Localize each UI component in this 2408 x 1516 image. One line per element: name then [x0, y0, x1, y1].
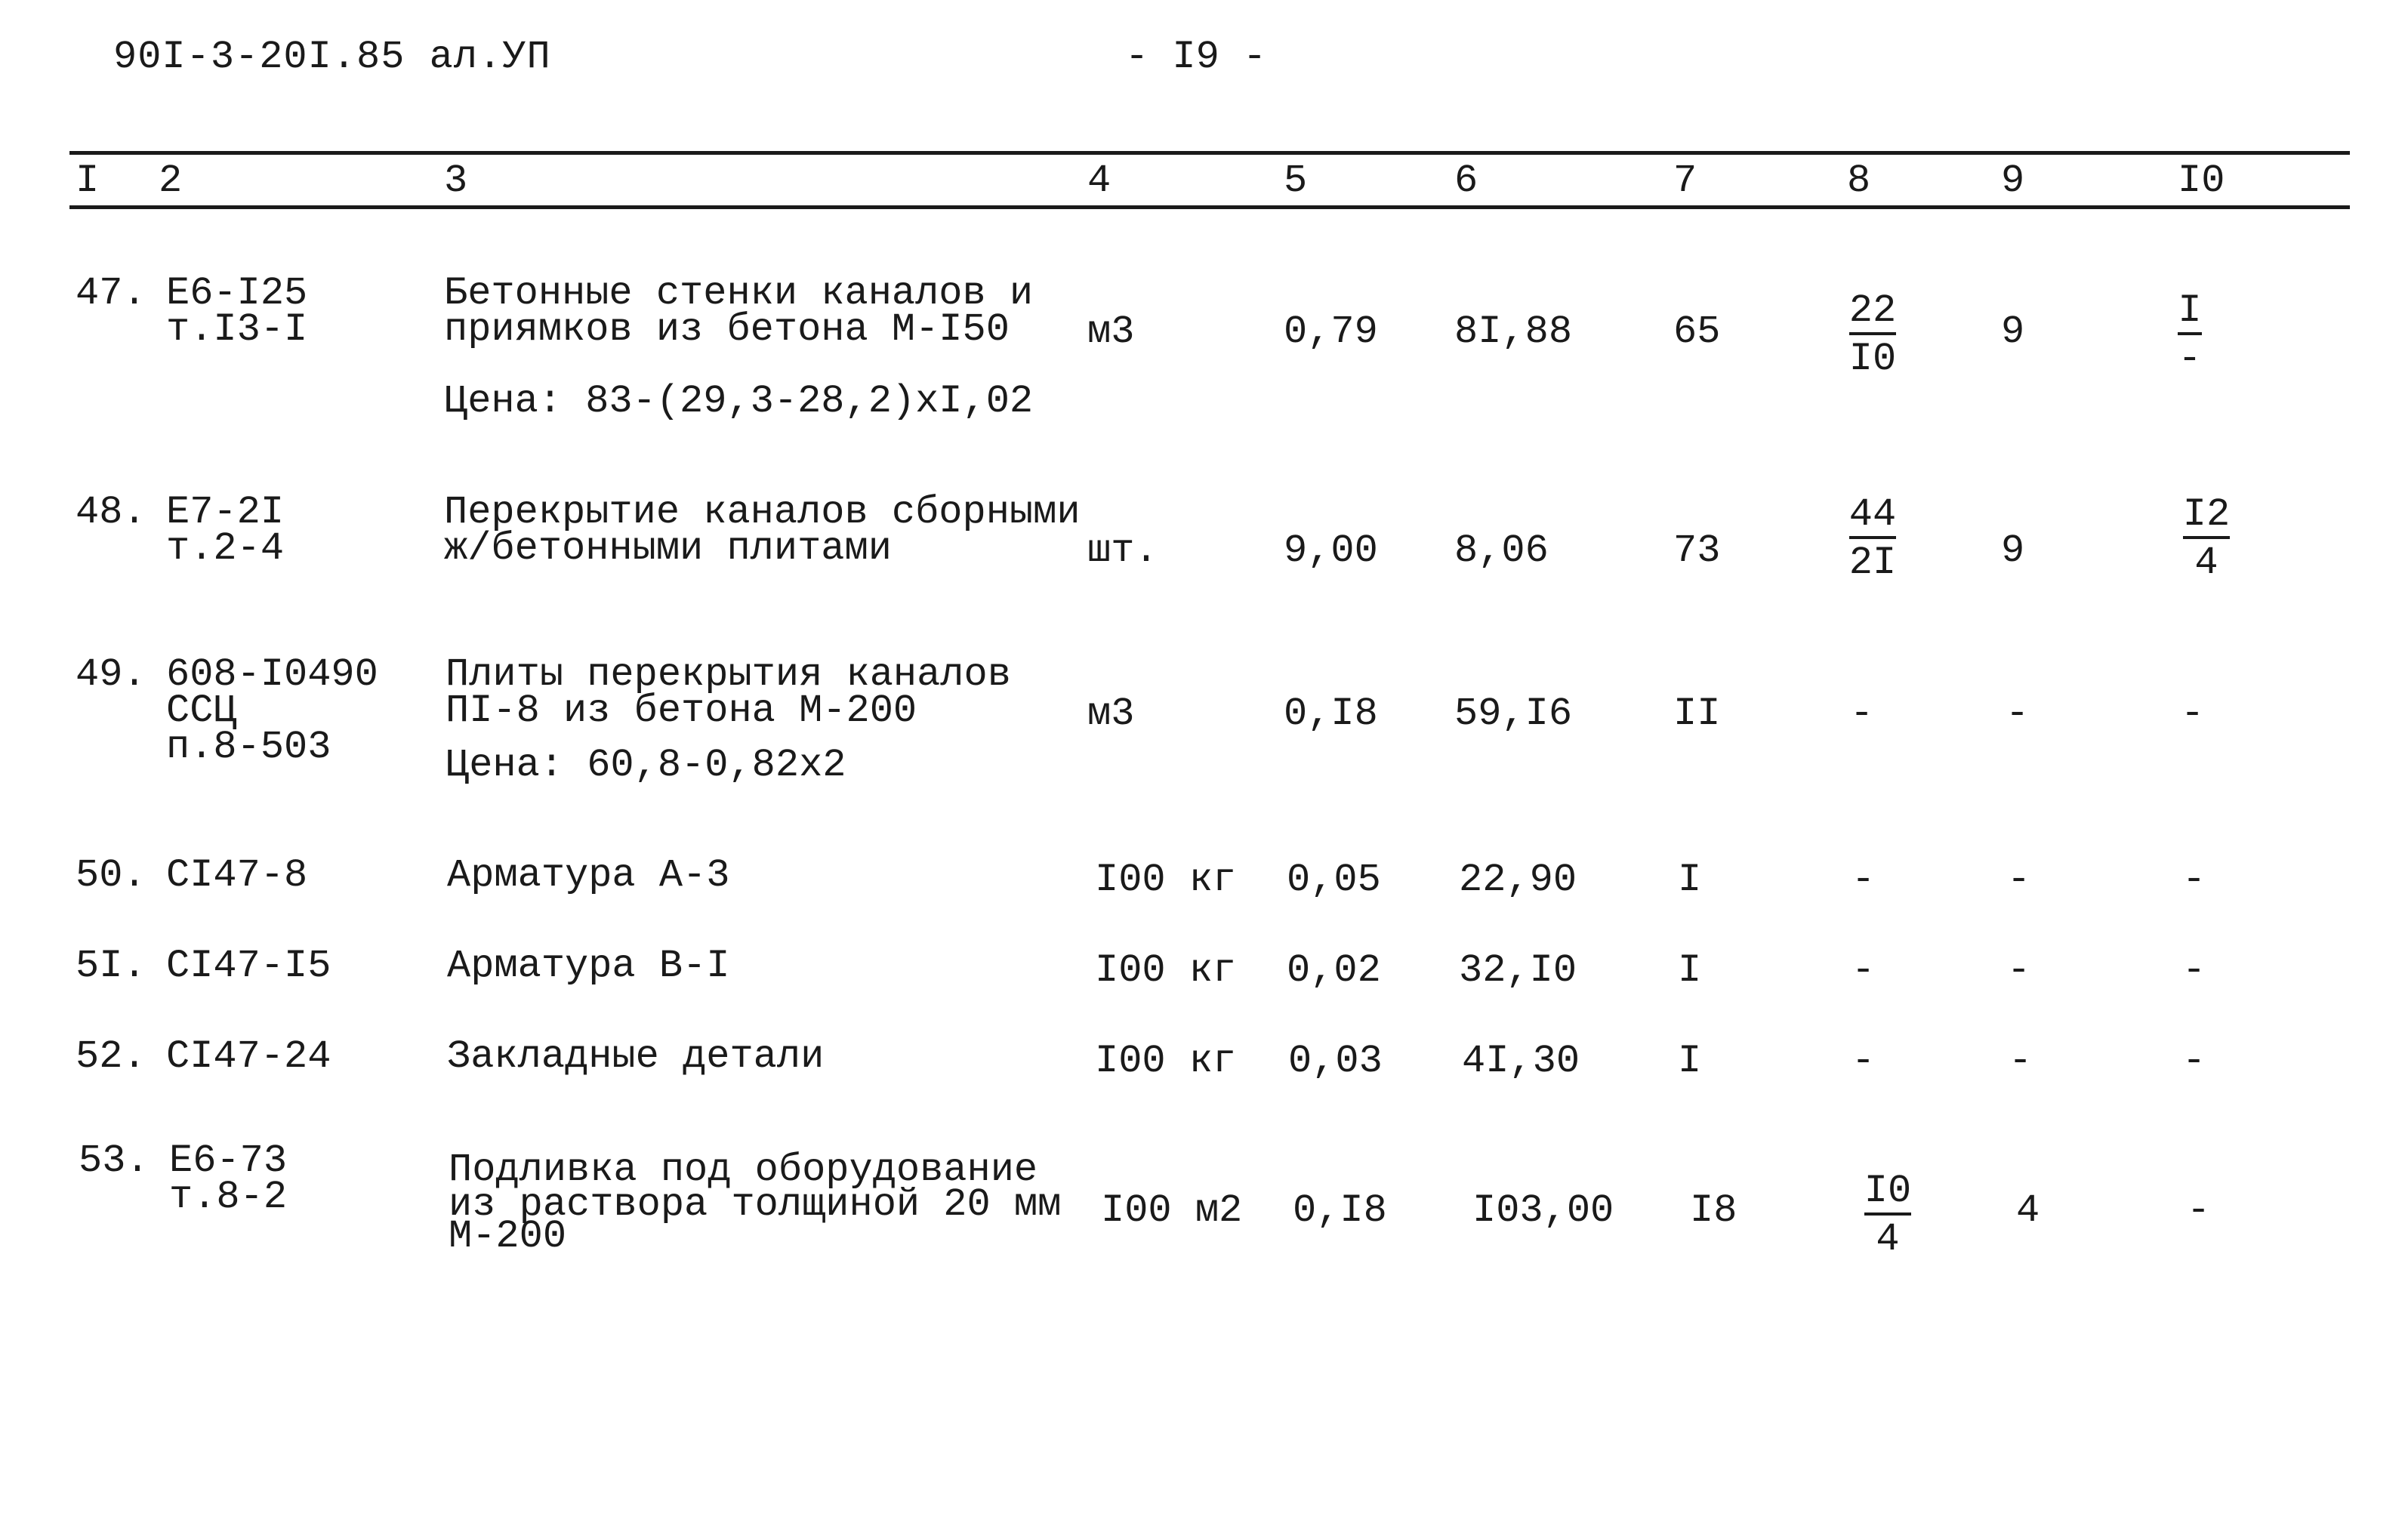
row-49-code-line-3: п.8-503: [166, 725, 331, 769]
row-51-number: 5I.: [76, 944, 146, 988]
row-48-col10-numerator: I2: [2183, 495, 2230, 539]
row-52-unit-cost: 4I,30: [1462, 1039, 1580, 1083]
row-53-col8-fraction: [1842, 1169, 1933, 1262]
row-53-col9: 4: [2016, 1188, 2040, 1233]
row-52-code: СI47-24: [166, 1034, 331, 1079]
row-53-unit: I00 м2: [1101, 1188, 1243, 1233]
row-48-code-line-1: Е7-2I: [166, 490, 285, 535]
row-52-number: 52.: [76, 1034, 146, 1079]
row-48-code-line-2: т.2-4: [166, 526, 285, 571]
row-47-code-line-2: т.I3-I: [166, 307, 308, 352]
row-51-code: СI47-I5: [166, 944, 331, 988]
row-52-col10: -: [2182, 1039, 2206, 1083]
row-51-quantity: 0,02: [1287, 948, 1381, 993]
row-53-col8-numerator: I0: [1864, 1172, 1911, 1216]
row-51-name: Арматура В-I: [447, 944, 730, 988]
row-47-col10-denominator: -: [2178, 337, 2202, 381]
row-47-quantity: 0,79: [1284, 310, 1378, 354]
row-51-total-cost: I: [1678, 948, 1702, 993]
row-49-col8: -: [1850, 692, 1874, 736]
row-53-unit-cost: I03,00: [1472, 1188, 1614, 1233]
column-header-1: I: [76, 159, 100, 203]
row-50-unit-cost: 22,90: [1459, 858, 1577, 902]
row-53-col10: -: [2187, 1188, 2211, 1233]
row-47-col10-numerator: I: [2178, 291, 2201, 335]
row-49-name-line-2: ПI-8 из бетона М-200: [446, 689, 917, 733]
row-49-code-line-1: 608-I0490: [166, 652, 378, 697]
row-47-col8-denominator: I0: [1848, 337, 1897, 381]
row-48-col10-fraction: [2161, 492, 2252, 585]
row-49-total-cost: II: [1673, 692, 1721, 736]
table-top-rule: [69, 151, 2350, 155]
column-header-2: 2: [159, 159, 183, 203]
table-header-rule: [69, 205, 2350, 209]
row-53-code-line-2: т.8-2: [169, 1175, 288, 1219]
row-50-quantity: 0,05: [1287, 858, 1381, 902]
row-51-col8: -: [1851, 948, 1876, 993]
row-48-total-cost: 73: [1673, 528, 1721, 573]
row-49-number: 49.: [76, 652, 146, 697]
row-48-quantity: 9,00: [1284, 528, 1378, 573]
row-49-col10: -: [2181, 692, 2205, 736]
row-47-col9: 9: [2001, 310, 2025, 354]
row-47-total-cost: 65: [1673, 310, 1721, 354]
row-50-col10: -: [2182, 858, 2206, 902]
column-header-3: 3: [444, 159, 468, 203]
row-49-name-line-1: Плиты перекрытия каналов: [446, 652, 1011, 697]
row-53-name-line-1: Подливка под оборудование: [449, 1148, 1038, 1192]
row-49-quantity: 0,I8: [1284, 692, 1378, 736]
column-header-5: 5: [1284, 159, 1308, 203]
row-50-col9: -: [2007, 858, 2031, 902]
row-48-col10-denominator: 4: [2194, 541, 2218, 585]
row-48-name-line-2: ж/бетонными плитами: [444, 526, 892, 571]
column-header-6: 6: [1454, 159, 1478, 203]
column-header-4: 4: [1087, 159, 1112, 203]
row-47-code-line-1: Е6-I25: [166, 271, 308, 316]
row-47-price-formula: Цена: 83-(29,3-28,2)хI,02: [444, 379, 1034, 424]
row-48-col9: 9: [2001, 528, 2025, 573]
row-49-price-formula: Цена: 60,8-0,82х2: [446, 743, 846, 787]
row-48-col8-denominator: 2I: [1848, 541, 1897, 585]
row-48-col8-numerator: 44: [1849, 495, 1896, 539]
row-49-col9: -: [2006, 692, 2030, 736]
row-50-number: 50.: [76, 853, 146, 898]
row-47-col10-fraction: [2144, 288, 2235, 381]
page-number: - I9 -: [1125, 35, 1267, 79]
document-code: 90I-3-20I.85 ал.УП: [113, 35, 551, 79]
row-49-code-line-2: ССЦ: [166, 689, 237, 733]
row-47-col8-fraction: [1827, 288, 1918, 381]
row-47-name-line-1: Бетонные стенки каналов и: [444, 271, 1034, 316]
column-header-7: 7: [1673, 159, 1697, 203]
column-header-10: I0: [2178, 159, 2225, 203]
row-50-code: СI47-8: [166, 853, 308, 898]
row-53-total-cost: I8: [1690, 1188, 1737, 1233]
row-47-col8-numerator: 22: [1849, 291, 1896, 335]
row-48-unit: шт.: [1087, 528, 1158, 573]
row-47-number: 47.: [76, 271, 146, 316]
column-header-9: 9: [2001, 159, 2025, 203]
row-52-col8: -: [1851, 1039, 1876, 1083]
column-header-8: 8: [1847, 159, 1871, 203]
row-50-total-cost: I: [1678, 858, 1702, 902]
row-48-unit-cost: 8,06: [1454, 528, 1549, 573]
row-47-unit: м3: [1087, 310, 1135, 354]
row-49-unit: м3: [1087, 692, 1135, 736]
row-48-number: 48.: [76, 490, 146, 535]
row-53-name-line-2: из раствора толщиной 20 мм: [449, 1182, 1062, 1227]
row-53-col8-denominator: 4: [1876, 1217, 1900, 1262]
row-52-quantity: 0,03: [1288, 1039, 1383, 1083]
row-51-unit: I00 кг: [1095, 948, 1237, 993]
row-52-name: Закладные детали: [447, 1034, 825, 1079]
row-53-code-line-1: Е6-73: [169, 1139, 288, 1183]
row-49-unit-cost: 59,I6: [1454, 692, 1573, 736]
row-53-name-line-3: М-200: [449, 1214, 567, 1259]
row-51-col9: -: [2007, 948, 2031, 993]
row-47-unit-cost: 8I,88: [1454, 310, 1573, 354]
row-53-number: 53.: [79, 1139, 150, 1183]
row-52-unit: I00 кг: [1095, 1039, 1237, 1083]
row-53-quantity: 0,I8: [1293, 1188, 1387, 1233]
row-47-name-line-2: приямков из бетона М-I50: [444, 307, 1010, 352]
row-48-col8-fraction: [1827, 492, 1918, 585]
row-51-col10: -: [2182, 948, 2206, 993]
row-50-name: Арматура А-3: [447, 853, 730, 898]
row-52-total-cost: I: [1678, 1039, 1702, 1083]
row-50-col8: -: [1851, 858, 1876, 902]
row-48-name-line-1: Перекрытие каналов сборными: [444, 490, 1081, 535]
row-50-unit: I00 кг: [1095, 858, 1237, 902]
row-51-unit-cost: 32,I0: [1459, 948, 1577, 993]
row-52-col9: -: [2009, 1039, 2033, 1083]
